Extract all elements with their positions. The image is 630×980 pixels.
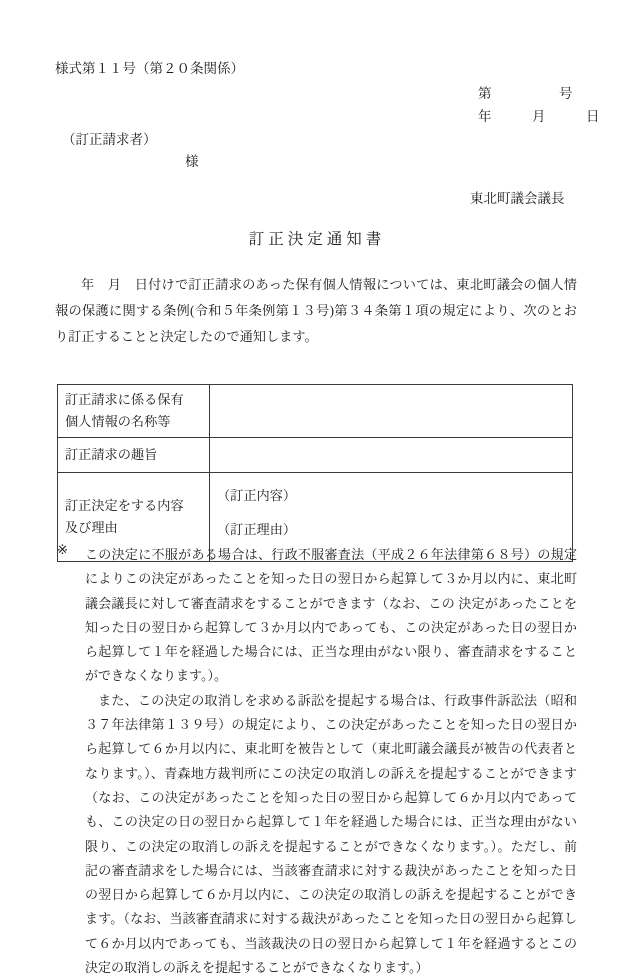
label-line-2: 及び理由 [65, 520, 118, 535]
issuer-name: 東北町議会議長 [470, 191, 565, 206]
table-row [58, 385, 573, 438]
label-line-2: 個人情報の名称等 [65, 414, 171, 429]
notice-mark: ※ [57, 542, 68, 557]
requester-label: （訂正請求者） [62, 132, 157, 147]
addressee-honorific: 様 [185, 154, 199, 169]
document-number-field: 第 号 [478, 86, 573, 101]
label-line-1: 訂正決定をする内容 [65, 498, 184, 513]
notice-first-row [57, 543, 577, 689]
table-row-label-name [58, 385, 210, 438]
body-paragraph: 年 月 日付けで訂正請求のあった保有個人情報については、東北町議会の個人情報の保護に関する条例(令和５年条例第１３号)第３４条第１項の規定により、次のとおり訂正することと決定したので通知します。 [55, 277, 577, 344]
correction-content-label: （訂正内容） [217, 488, 297, 503]
table-row-value-name[interactable] [210, 385, 573, 438]
notice-second-row [57, 689, 577, 980]
correction-decision-table [57, 384, 573, 562]
table-row-label-purpose [58, 438, 210, 473]
notice-paragraph-appeal: この決定に不服がある場合は、行政不服審査法（平成２６年法律第６８号）の規定によりこの決定があったことを知った日の翌日から起算して３か月以内に、東北町議会議長に対して審査請求をすることができます（なお、この 決定があったことを知った日の翌日から起算して３か月以内であっても、この決定があった日の翌日から起算して１年を経過した場合には、正当な理由がない限り、審査請求をすることができなくなります。）。 [85, 547, 577, 684]
label-line-1: 訂正請求の趣旨 [65, 447, 158, 462]
label-line-1: 訂正請求に係る保有 [65, 392, 184, 407]
page-title: 訂正決定通知書 [248, 231, 386, 248]
notice-paragraph-lawsuit: また、この決定の取消しを求める訴訟を提起する場合は、行政事件訴訟法（昭和３７年法律第１３９号）の規定により、この決定があったことを知った日の翌日から起算して６か月以内に、東北町を被告として（東北町議会議長が被告の代表者となります。）、青森地方裁判所にこの決定の取消しの訴えを提起することができます（なお、この決定があったことを知った日の翌日から起算して６か月以内であっても、この決定の日の翌日から起算して１年を経過した場合には、正当な理由がない限り、この決定の取消しの訴えを提起することができなくなります。）。ただし、前記の審査請求をした場合には、当該審査請求に対する裁決があったことを知った日の翌日から起算して６か月以内に、この決定の取消しの訴えを提起することができます。（なお、当該審査請求に対する裁決があったことを知った日の翌日から起算して６か月以内であっても、当該裁決の日の翌日から起算して１年を経過するとこの決定の取消しの訴えを提起することができなくなります。） [85, 692, 577, 976]
appeal-notice-block [57, 543, 577, 980]
correction-reason-label: （訂正理由） [217, 522, 297, 537]
form-number: 様式第１１号（第２０条関係） [55, 61, 244, 76]
document-date-field: 年 月 日 [478, 109, 600, 124]
table-row-value-purpose[interactable] [210, 438, 573, 473]
table-row [58, 438, 573, 473]
